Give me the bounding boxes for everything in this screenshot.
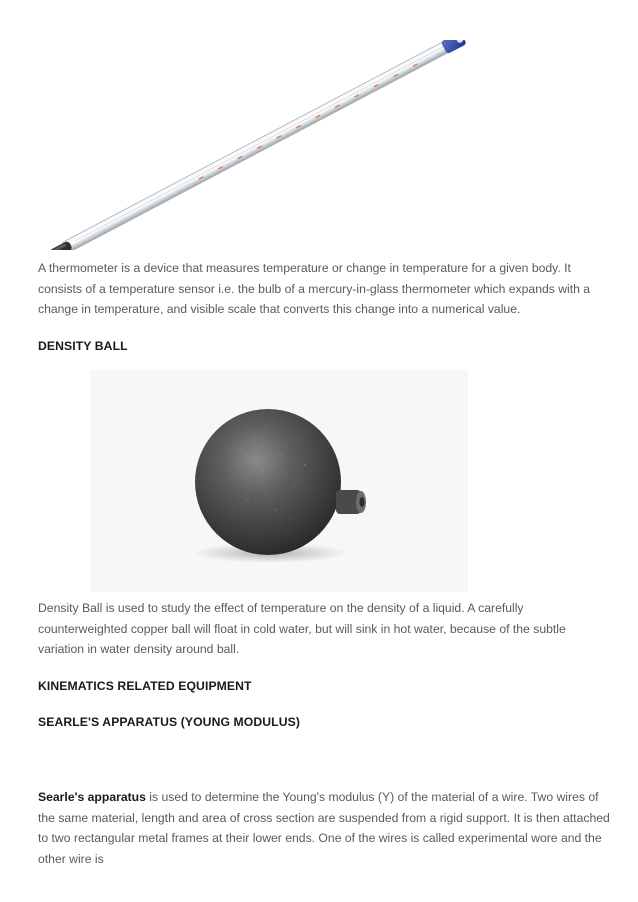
density-ball-heading: DENSITY BALL xyxy=(38,339,128,353)
searle-description-text: is used to determine the Young's modulus (Y) of the material of a wire. Two wires of the same material, length and area of cross section are suspended from a rigid support. It is then attached to two rectangular metal frames at their lower ends. One of the wires is called experimental wore and the other wire is xyxy=(38,790,610,866)
kinematics-heading: KINEMATICS RELATED EQUIPMENT xyxy=(38,679,252,693)
searle-term: Searle's apparatus xyxy=(38,790,146,804)
searle-heading: SEARLE'S APPARATUS (YOUNG MODULUS) xyxy=(38,715,301,729)
searle-description xyxy=(38,787,610,869)
thermometer-image xyxy=(40,40,480,250)
density-ball-image xyxy=(90,370,468,592)
density-ball-description: Density Ball is used to study the effect of temperature on the density of a liquid. A carefully counterweighted copper ball will float in cold water, but will sink in hot water, because of the subtle variation in water density around ball. xyxy=(38,601,566,656)
thermometer-description: A thermometer is a device that measures temperature or change in temperature for a given body. It consists of a temperature sensor i.e. the bulb of a mercury-in-glass thermometer which expands with a change in temperature, and visible scale that converts this change into a numerical value. xyxy=(38,261,591,316)
